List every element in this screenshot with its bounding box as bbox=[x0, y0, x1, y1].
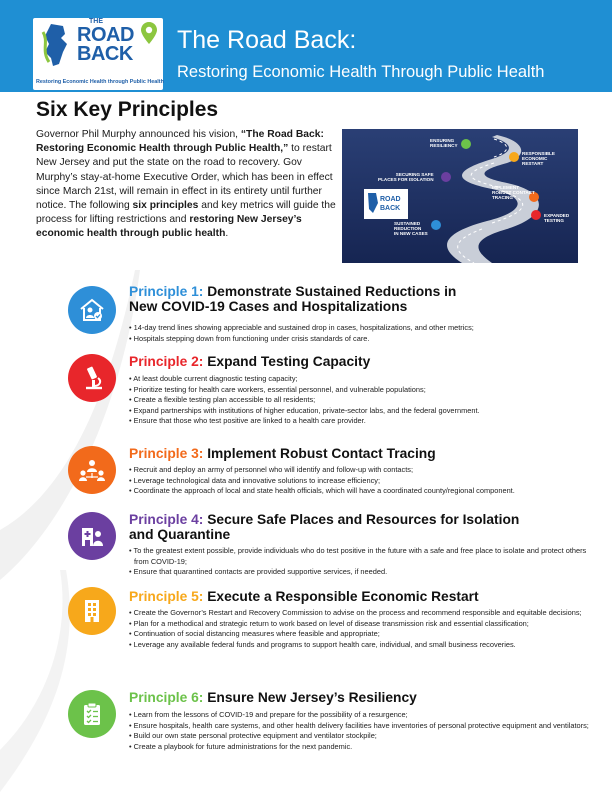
logo-road: ROAD bbox=[77, 24, 134, 46]
intro-text-1: Governor Phil Murphy announced his vision, bbox=[36, 129, 241, 140]
intro-paragraph bbox=[36, 128, 336, 242]
principle-2-title bbox=[129, 354, 599, 369]
principle-3-title bbox=[129, 446, 599, 461]
principle-4-bullet: • Ensure that quarantined contacts are provided supportive services, if needed. bbox=[129, 567, 599, 578]
principle-6-title-line1: Ensure New Jersey’s Resiliency bbox=[203, 690, 417, 705]
clipboard-checklist-icon bbox=[78, 700, 106, 728]
header-banner bbox=[0, 0, 612, 92]
road-back-logo bbox=[33, 18, 163, 90]
intro-bold-3: restoring New Jersey’s economic health through public health bbox=[36, 214, 302, 240]
principle-1-title-line2: New COVID-19 Cases and Hospitalizations bbox=[129, 299, 408, 314]
graphic-label-resiliency: ENSURING RESILIENCY bbox=[430, 138, 458, 148]
principle-4-bullets bbox=[129, 546, 599, 578]
principle-6-icon-circle bbox=[68, 690, 116, 738]
road-illustration bbox=[342, 129, 578, 263]
logo-wordmark bbox=[77, 20, 134, 64]
section-title: Six Key Principles bbox=[36, 98, 219, 121]
principle-5-bullet: • Plan for a methodical and strategic return to work based on level of disease transmission risk and essential classification; bbox=[129, 619, 599, 630]
page-title: The Road Back: bbox=[177, 26, 357, 54]
principle-1-bullet: • 14-day trend lines showing appreciable and sustained drop in cases, hospitalizations, and other metrics; bbox=[129, 323, 599, 334]
graphic-label-testing: EXPANDED TESTING bbox=[544, 213, 570, 223]
intro-text-2: to restart New Jersey and put the state on the road to recovery. Gov Murphy’s stay-at-home Executive Order, which has been in effect since March 21st, will remain in effect in its entirety until further notice. The following bbox=[36, 143, 333, 212]
principle-6-number: Principle 6: bbox=[129, 690, 204, 705]
hospital-person-icon bbox=[78, 522, 106, 550]
principle-1-title-line1: Demonstrate Sustained Reductions in bbox=[203, 284, 457, 299]
logo-the: THE bbox=[89, 18, 103, 25]
principle-5-icon-circle bbox=[68, 587, 116, 635]
principle-1-bullets bbox=[129, 323, 599, 344]
principle-2-bullets bbox=[129, 374, 599, 427]
principle-2-bullet: • Create a flexible testing plan accessible to all residents; bbox=[129, 395, 599, 406]
graphic-label-reduction: SUSTAINED REDUCTION IN NEW CASES bbox=[394, 221, 428, 236]
principle-1-icon-circle bbox=[68, 286, 116, 334]
graphic-label-tracing: IMPLEMENT ROBUST CONTACT TRACING bbox=[492, 185, 535, 200]
principle-2-icon-circle bbox=[68, 354, 116, 402]
principle-4-icon-circle bbox=[68, 512, 116, 560]
graphic-label-restart: RESPONSIBLE ECONOMIC RESTART bbox=[522, 151, 555, 166]
microscope-icon bbox=[78, 364, 106, 392]
map-pin-icon bbox=[141, 22, 157, 44]
principle-2-bullet: • Prioritize testing for health care workers, essential personnel, and vulnerable populations; bbox=[129, 385, 599, 396]
principle-5-title bbox=[129, 589, 599, 604]
people-network-icon bbox=[78, 456, 106, 484]
graphic-logo-road: ROAD bbox=[380, 196, 401, 203]
intro-text-3: and key metrics will guide the process for lifting restrictions and bbox=[36, 200, 336, 226]
principle-5-bullets bbox=[129, 608, 599, 650]
principle-4-number: Principle 4: bbox=[129, 512, 204, 527]
principle-5-bullet: • Continuation of social distancing measures where feasible and appropriate; bbox=[129, 629, 599, 640]
page-subtitle: Restoring Economic Health Through Public Health bbox=[177, 63, 545, 81]
principle-1-title bbox=[129, 284, 599, 314]
principle-4-title-line1: Secure Safe Places and Resources for Isolation bbox=[203, 512, 520, 527]
intro-bold-1: “The Road Back: Restoring Economic Health through Public Health,” bbox=[36, 129, 324, 155]
principle-2-bullet: • Expand partnerships with institutions of higher education, private-sector labs, and the federal government. bbox=[129, 406, 599, 417]
principle-2-bullet: • Ensure that those who test positive are linked to a health care provider. bbox=[129, 416, 599, 427]
principle-2-number: Principle 2: bbox=[129, 354, 204, 369]
house-person-check-icon bbox=[78, 296, 106, 324]
principle-2-bullet: • At least double current diagnostic testing capacity; bbox=[129, 374, 599, 385]
logo-back: BACK bbox=[77, 43, 133, 65]
principle-5-title-line1: Execute a Responsible Economic Restart bbox=[203, 589, 479, 604]
road-back-graphic bbox=[342, 129, 578, 263]
principle-6-bullet: • Ensure hospitals, health care systems, and other health delivery facilities have inventories of personal protective equipment and ventilators; bbox=[129, 721, 599, 732]
intro-bold-2: six principles bbox=[132, 200, 199, 212]
principle-3-bullet: • Recruit and deploy an army of personnel who will identify and follow-up with contacts; bbox=[129, 465, 599, 476]
principle-6-bullet: • Build our own state personal protective equipment and ventilator stockpile; bbox=[129, 731, 599, 742]
principle-3-title-line1: Implement Robust Contact Tracing bbox=[203, 446, 436, 461]
new-jersey-map-icon bbox=[37, 22, 77, 68]
principle-6-bullets bbox=[129, 710, 599, 752]
principle-1-number: Principle 1: bbox=[129, 284, 204, 299]
principle-3-bullet: • Leverage technological data and innovative solutions to increase efficiency; bbox=[129, 476, 599, 487]
principle-5-bullet: • Create the Governor’s Restart and Recovery Commission to advise on the process and recommend responsible and equitable decisions; bbox=[129, 608, 599, 619]
intro-text-4: . bbox=[225, 228, 229, 240]
principle-5-number: Principle 5: bbox=[129, 589, 204, 604]
principle-4-title-line2: and Quarantine bbox=[129, 527, 231, 542]
graphic-label-safe-places: SECURING SAFE PLACES FOR ISOLATION bbox=[378, 172, 434, 182]
principle-3-number: Principle 3: bbox=[129, 446, 204, 461]
principle-6-bullet: • Learn from the lessons of COVID-19 and prepare for the possibility of a resurgence; bbox=[129, 710, 599, 721]
principle-4-bullet: • To the greatest extent possible, provide individuals who do test positive in the future with a safe and free place to isolate and protect others from COVID-19; bbox=[129, 546, 599, 567]
principle-3-bullets bbox=[129, 465, 599, 497]
office-building-icon bbox=[78, 597, 106, 625]
principle-3-icon-circle bbox=[68, 446, 116, 494]
principle-1-bullet: • Hospitals stepping down from functioning under crisis standards of care. bbox=[129, 334, 599, 345]
principle-2-title-line1: Expand Testing Capacity bbox=[203, 354, 371, 369]
principle-6-bullet: • Create a playbook for future administrations for the next pandemic. bbox=[129, 742, 599, 753]
principle-3-bullet: • Coordinate the approach of local and state health officials, which will have a coordinated county/regional component. bbox=[129, 486, 599, 497]
graphic-logo-back: BACK bbox=[380, 205, 401, 212]
logo-tagline: Restoring Economic Health through Public Health bbox=[36, 79, 164, 85]
principle-6-title bbox=[129, 690, 599, 705]
principle-5-bullet: • Leverage any available federal funds and programs to support health care, individual, and small business recoveries. bbox=[129, 640, 599, 651]
principle-4-title bbox=[129, 512, 599, 542]
